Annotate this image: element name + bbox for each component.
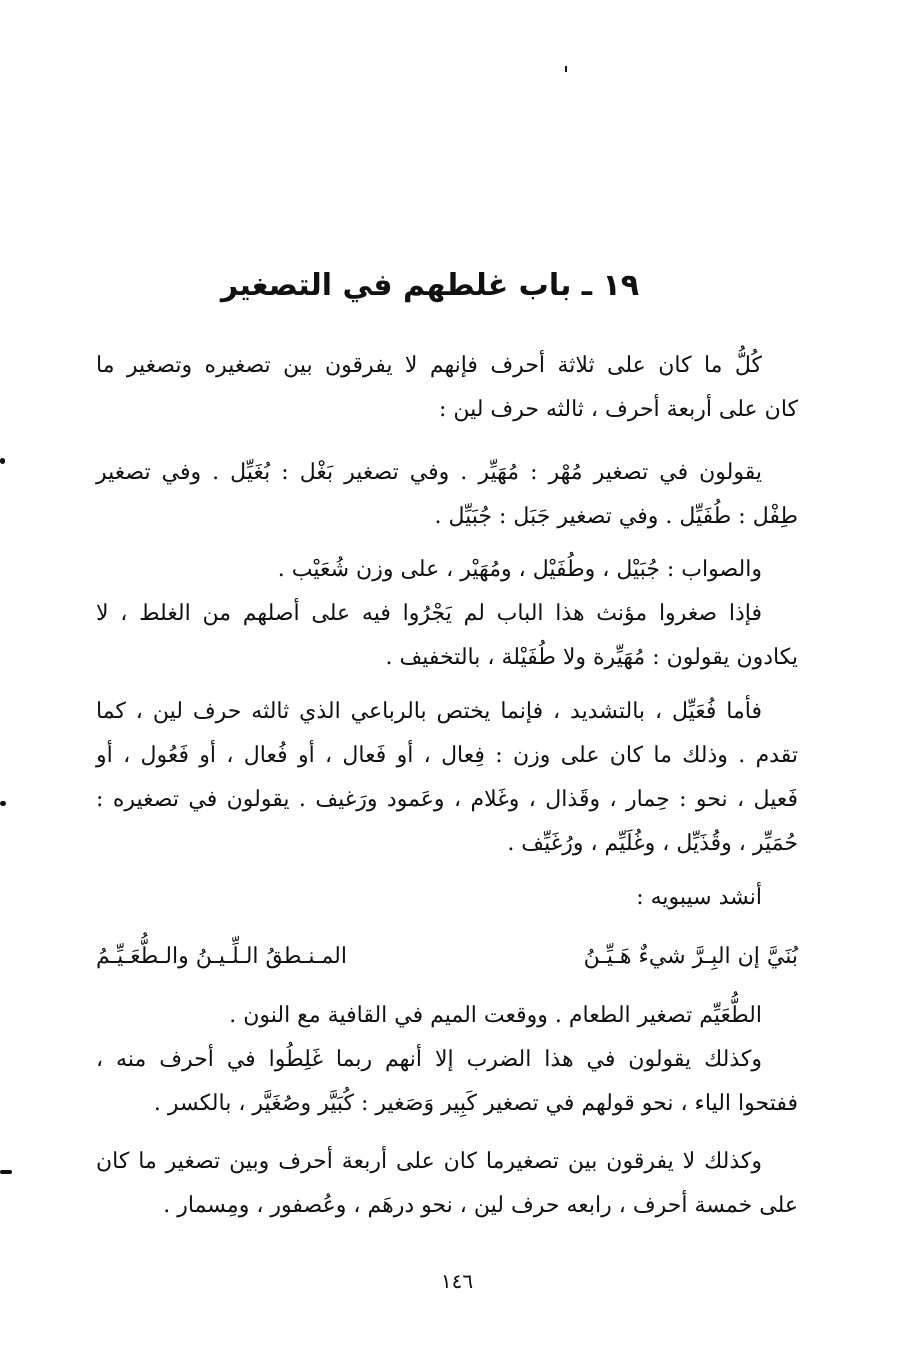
page-number: ١٤٦	[440, 1269, 474, 1293]
paragraph-3	[96, 548, 798, 680]
text-line: والصواب : جُبَيْل ، وطُفَيْل ، ومُهَيْر ، على وزن شُعَيْب .	[277, 557, 762, 582]
text-line: يقولون في تصغير مُهْر : مُهَيِّر . وفي تصغير بَغْل : بُغَيِّل . وفي تصغير	[96, 460, 762, 485]
text-line: فإذا صغروا مؤنث هذا الباب لم يَجْرُوا فيه على أصلهم من الغلط ، لا	[96, 601, 762, 626]
text-line: يكادون يقولون : مُهَيِّرة ولا طُفَيْلة ، بالتخفيف .	[385, 645, 798, 670]
text-line: تقدم . وذلك ما كان على وزن : فِعال ، أو فَعال ، أو فُعال ، أو فَعُول ، أو	[96, 743, 798, 768]
paragraph-7	[96, 1140, 798, 1228]
text-line: كُلُّ ما كان على ثلاثة أحرف فإنهم لا يفرقون بين تصغيره وتصغير ما	[96, 353, 762, 378]
text-line: حُمَيِّر ، وقُذَيِّل ، وغُلَيِّم ، ورُغَيِّف .	[507, 831, 798, 856]
text-line: فَعيل ، نحو : حِمار ، وقَذال ، وغَلام ، وعَمود ورَغيف . يقولون في تصغيره :	[96, 787, 798, 812]
text-line: طِفْل : طُفَيِّل . وفي تصغير جَبَل : جُبَيِّل .	[434, 504, 798, 529]
paragraph-4	[96, 690, 798, 866]
text-line: الطُّعَيِّم تصغير الطعام . ووقعت الميم في القافية مع النون .	[229, 1003, 762, 1028]
text-line: كان على أربعة أحرف ، ثالثه حرف لين :	[438, 397, 798, 422]
scan-mark	[565, 66, 567, 72]
scan-mark	[0, 1170, 12, 1174]
verse-second-hemistich: المـنـطقُ الـلِّـيـنُ والـطُّعَـيِّـمُ	[96, 944, 347, 969]
text-line: على خمسة أحرف ، رابعه حرف لين ، نحو درهَم ، وعُصفور ، ومِسمار .	[163, 1193, 798, 1218]
text-line: وكذلك لا يفرقون بين تصغيرما كان على أربعة أحرف وبين تصغير ما كان	[96, 1149, 762, 1174]
paragraph-1	[96, 344, 798, 432]
chapter-title: ١٩ ـ باب غلطهم في التصغير	[220, 268, 640, 303]
text-line: أنشد سيبويه :	[636, 885, 762, 910]
text-line: ففتحوا الياء ، نحو قولهم في تصغير كَبِير وَصَغير : كُبَيَّر وصُغَيَّر ، بالكسر .	[153, 1091, 798, 1116]
text-line: فأما فُعَيِّل ، بالتشديد ، فإنما يختص بالرباعي الذي ثالثه حرف لين ، كما	[96, 699, 762, 724]
verse-first-hemistich: بُنَيَّ إن البِـرَّ شيءٌ هَـيِّـنُ	[583, 944, 798, 969]
scan-mark	[0, 801, 6, 806]
paragraph-2	[96, 451, 798, 539]
text-line: وكذلك يقولون في هذا الضرب إلا أنهم ربما غَلِطُوا في أحرف منه ،	[96, 1047, 762, 1072]
scan-mark	[0, 458, 5, 464]
paragraph-6	[96, 994, 798, 1126]
poetry-verse	[96, 935, 798, 979]
paragraph-5	[96, 876, 798, 920]
